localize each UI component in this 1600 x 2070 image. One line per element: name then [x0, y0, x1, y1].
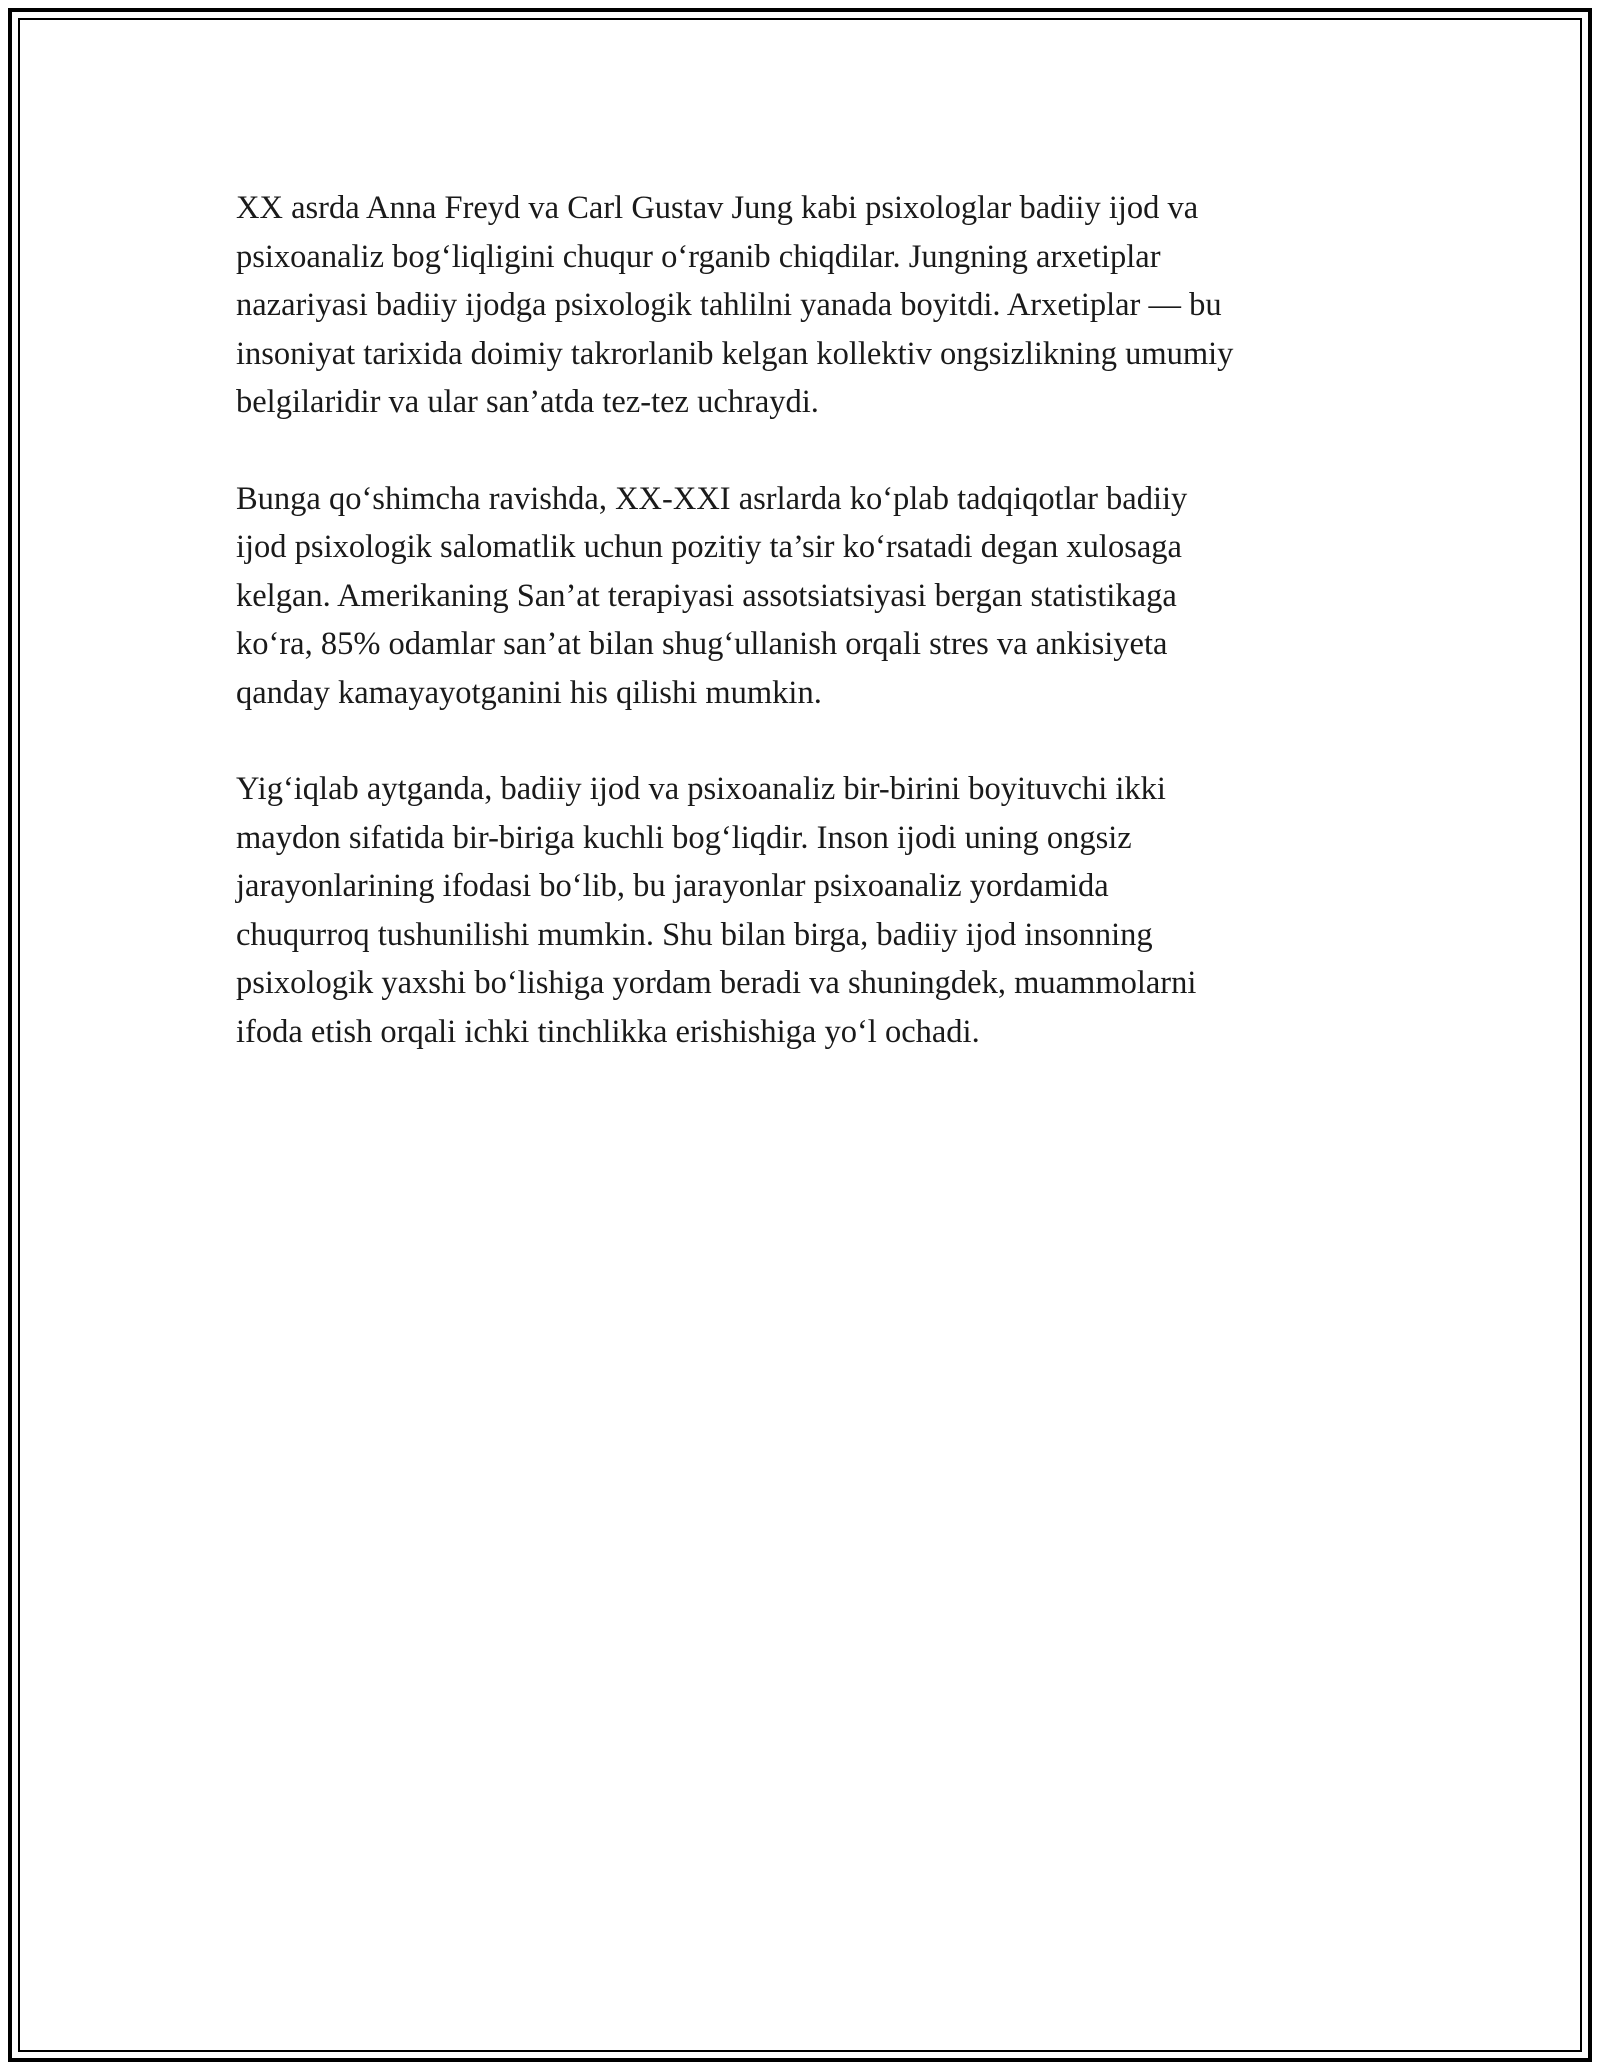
paragraph-research [236, 475, 1376, 718]
text-line: insoniyat tarixida doimiy takrorlanib kelgan kollektiv ongsizlikning umumiy [236, 335, 1234, 372]
text-line: qanday kamayayotganini his qilishi mumkin. [236, 674, 822, 711]
text-line: Yig‘iqlab aytganda, badiiy ijod va psixoanaliz bir-birini boyituvchi ikki [236, 771, 1166, 807]
text-line: nazariyasi badiiy ijodga psixologik tahlilni yanada boyitdi. Arxetiplar — bu [236, 287, 1222, 323]
text-line: ko‘ra, 85% odamlar san’at bilan shug‘ullanish orqali stres va ankisiyeta [236, 626, 1168, 662]
text-line: jarayonlarining ifodasi bo‘lib, bu jarayonlar psixoanaliz yordamida [236, 868, 1109, 904]
text-line: XX asrda Anna Freyd va Carl Gustav Jung kabi psixologlar badiiy ijod va [236, 190, 1199, 226]
text-line: psixologik yaxshi bo‘lishiga yordam beradi va shuningdek, muammolarni [236, 965, 1197, 1001]
text-line: ifoda etish orqali ichki tinchlikka erishishiga yo‘l ochadi. [236, 1013, 980, 1050]
paragraph-conclusion [236, 765, 1376, 1056]
text-line: maydon sifatida bir-biriga kuchli bog‘liqdir. Inson ijodi uning ongsiz [236, 819, 1132, 856]
text-line: ijod psixologik salomatlik uchun pozitiy ta’sir ko‘rsatadi degan xulosaga [236, 529, 1182, 565]
text-line: kelgan. Amerikaning San’at terapiyasi assotsiatsiyasi bergan statistikaga [236, 577, 1177, 614]
document-body [236, 184, 1376, 1104]
text-line: chuqurroq tushunilishi mumkin. Shu bilan birga, badiiy ijod insonning [236, 916, 1153, 953]
paragraph-archetypes [236, 184, 1376, 427]
text-line: psixoanaliz bog‘liqligini chuqur o‘rganib chiqdilar. Jungning arxetiplar [236, 238, 1161, 275]
text-line: Bunga qo‘shimcha ravishda, XX-XXI asrlarda ko‘plab tadqiqotlar badiiy [236, 480, 1188, 517]
text-line: belgilaridir va ular san’atda tez-tez uchraydi. [236, 384, 819, 420]
